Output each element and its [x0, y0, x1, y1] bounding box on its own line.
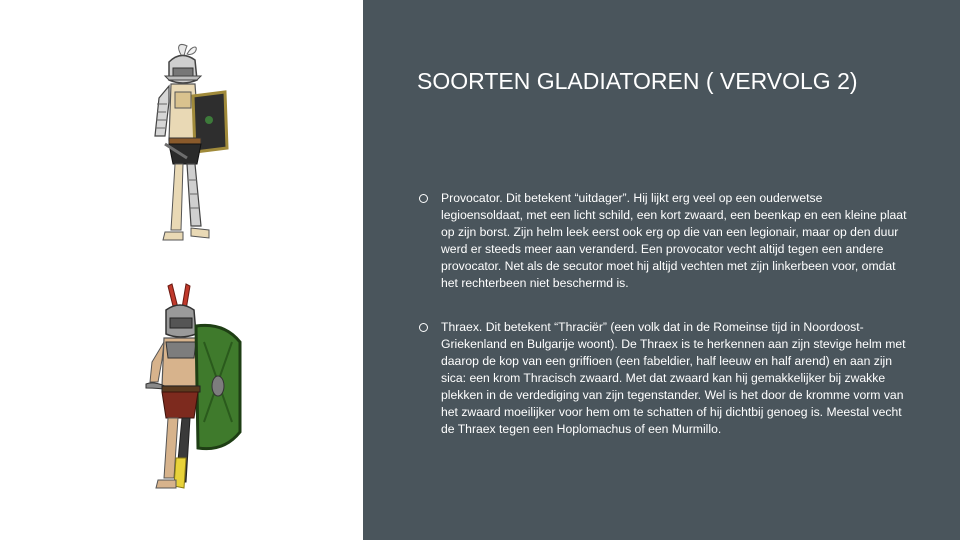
- circle-bullet-icon: [419, 194, 428, 203]
- thraex-illustration: [128, 282, 248, 504]
- bullet-text: Provocator. Dit betekent “uitdager”. Hij lijkt erg veel op een ouderwetse legioensoldaat, met een licht schild, een kort zwaard, een beenkap en een kleine plaat op zijn borst. Zijn helm leek eerst ook erg op die van een legionair, maar op den duur werd er steeds meer aan veranderd. Een provocator vecht altijd tegen een andere provocator. Net als de secutor moet hij altijd vechten met zijn linkerbeen voor, omdat het rechterbeen niet beschermd is.: [441, 191, 907, 290]
- bullet-list: [417, 190, 907, 466]
- bullet-provocator: [417, 190, 907, 291]
- bullet-text: Thraex. Dit betekent “Thraciër” (een volk dat in de Romeinse tijd in Noordoost-Griekenland en Bulgarije woont). De Thraex is te herkennen aan zijn stevige helm met daarop de kop van een griffioen (een fabeldier, half leeuw en half arend) en aan zijn sica: een krom Thracisch zwaard. Met dat zwaard kan hij gemakkelijker bij zwakke plekken in de verdediging van zijn tegenstander. Wel is het door de kromme vorm van het zwaard moeilijker voor hem om te schatten of hij dichtbij genoeg is. Meestal vecht de Thraex tegen een Hoplomachus of een Murmillo.: [441, 320, 906, 436]
- image-panel: [0, 0, 363, 540]
- bullet-thraex: [417, 319, 907, 437]
- content-panel: [363, 0, 960, 540]
- slide-title: SOORTEN GLADIATOREN ( VERVOLG 2): [417, 68, 858, 94]
- provocator-illustration: [135, 40, 235, 250]
- circle-bullet-icon: [419, 323, 428, 332]
